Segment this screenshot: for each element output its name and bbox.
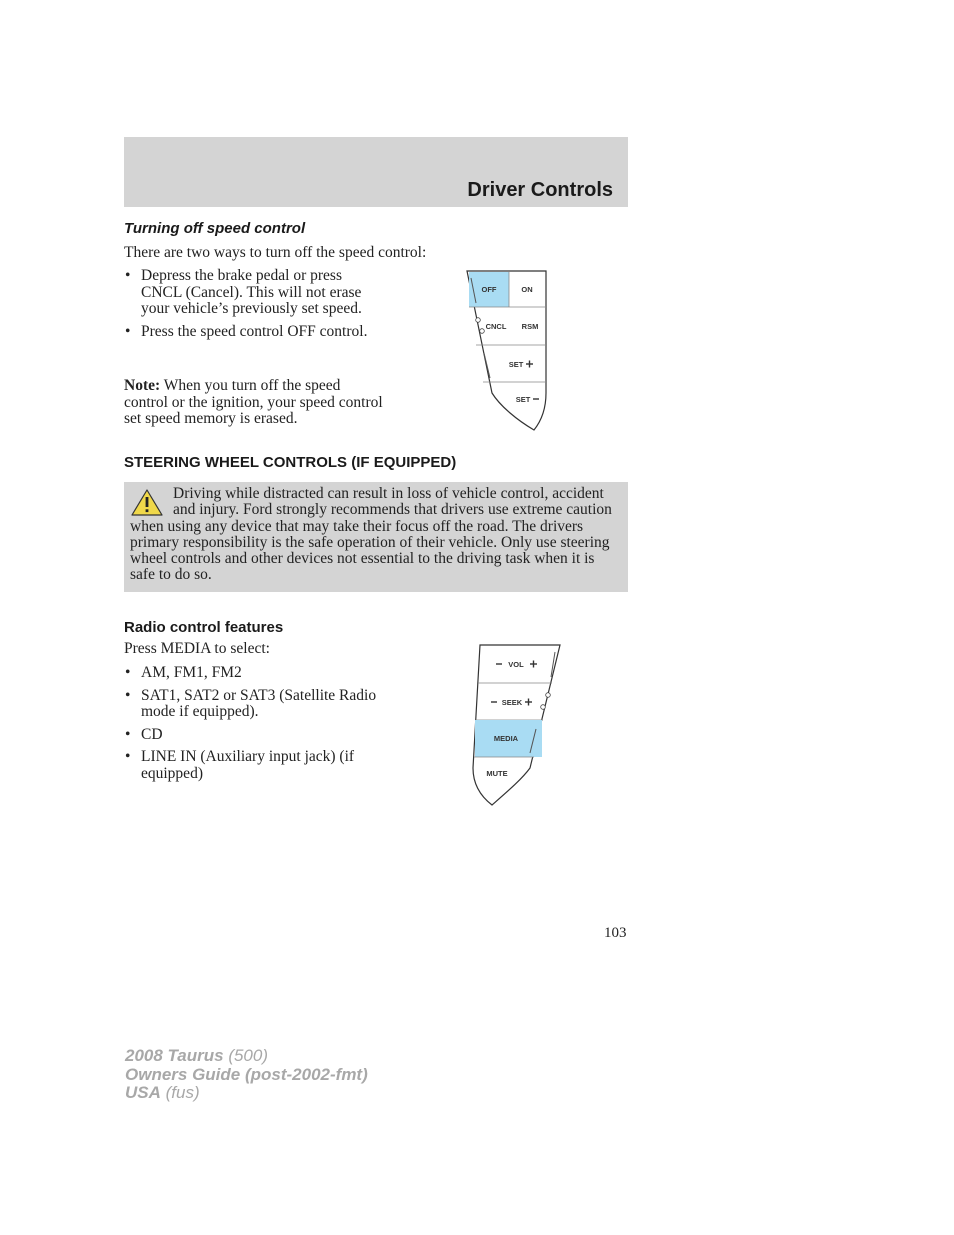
page-number: 103 bbox=[604, 925, 627, 941]
warning-text-block bbox=[130, 486, 616, 584]
bullet-text: Press the speed control OFF control. bbox=[141, 322, 368, 340]
mute-label: MUTE bbox=[486, 769, 508, 778]
footer-line-model bbox=[125, 1047, 368, 1066]
indicator-dot bbox=[476, 318, 481, 323]
indicator-dot bbox=[480, 329, 485, 334]
speed-control-note bbox=[124, 378, 386, 428]
footer-guide: Owners Guide (post-2002-fmt) bbox=[125, 1064, 368, 1084]
list-item: • Depress the brake pedal or press CNCL (Cancel). This will not erase your vehicle’s previously set speed. bbox=[125, 267, 362, 317]
footer-model-code: (500) bbox=[223, 1046, 269, 1065]
list-item: • Press the speed control OFF control. bbox=[125, 322, 368, 340]
cncl-label: CNCL bbox=[485, 322, 507, 331]
footer-model: 2008 Taurus bbox=[125, 1046, 224, 1065]
bullet-text: SAT1, SAT2 or SAT3 (Satellite Radio mode if equipped). bbox=[141, 686, 377, 720]
indicator-dot bbox=[541, 705, 546, 710]
speed-control-heading: Turning off speed control bbox=[124, 220, 306, 237]
media-label: MEDIA bbox=[493, 734, 519, 743]
section-title: Driver Controls bbox=[467, 179, 613, 201]
list-item: • CD bbox=[125, 725, 163, 743]
indicator-dot bbox=[546, 693, 551, 698]
bullet-text: LINE IN (Auxiliary input jack) (if equipped) bbox=[141, 748, 355, 782]
steering-controls-heading: STEERING WHEEL CONTROLS (IF EQUIPPED) bbox=[124, 454, 457, 471]
warning-text: Driving while distracted can result in loss of vehicle control, accident and injury. Ford strongly recommends that drivers use extreme caution when using any device that may take their focus off the road. The drivers primary responsibility is the safe operation of their vehicle. Only use steering wheel controls and other devices not essential to the driving task when it is safe to do so. bbox=[130, 485, 612, 584]
footer-market: USA bbox=[125, 1083, 161, 1102]
list-item: • LINE IN (Auxiliary input jack) (if equipped) bbox=[125, 748, 355, 782]
seek-label: SEEK bbox=[501, 698, 523, 707]
warning-box bbox=[124, 482, 628, 592]
on-label: ON bbox=[521, 285, 533, 294]
rsm-label: RSM bbox=[521, 322, 539, 331]
speed-control-bullet-list bbox=[124, 268, 386, 346]
footer-market-code: (fus) bbox=[160, 1083, 200, 1102]
list-item: • AM, FM1, FM2 bbox=[125, 664, 242, 681]
bullet-text: Depress the brake pedal or press CNCL (Cancel). This will not erase your vehicle’s previously set speed. bbox=[141, 267, 362, 317]
bullet-text: CD bbox=[141, 725, 163, 743]
bullet-text: AM, FM1, FM2 bbox=[141, 664, 242, 681]
radio-bullet-list bbox=[124, 665, 386, 788]
document-footer bbox=[125, 1047, 368, 1103]
footer-line-guide bbox=[125, 1066, 368, 1085]
set-plus-label: SET bbox=[508, 360, 524, 369]
speed-control-diagram bbox=[462, 268, 556, 434]
footer-line-market bbox=[125, 1084, 368, 1103]
list-item: • SAT1, SAT2 or SAT3 (Satellite Radio mode if equipped). bbox=[125, 686, 377, 720]
radio-intro: Press MEDIA to select: bbox=[124, 640, 270, 657]
radio-controls-heading: Radio control features bbox=[124, 619, 284, 636]
set-minus-label: SET bbox=[515, 395, 531, 404]
note-label: Note: bbox=[124, 377, 161, 394]
vol-label: VOL bbox=[508, 660, 524, 669]
speed-control-intro: There are two ways to turn off the speed control: bbox=[124, 244, 427, 261]
warning-icon-spacer bbox=[130, 486, 173, 516]
note-text: When you turn off the speed control or the ignition, your speed control set speed memory is erased. bbox=[124, 377, 383, 427]
off-label: OFF bbox=[481, 285, 497, 294]
radio-control-diagram bbox=[470, 643, 564, 809]
section-header-bar bbox=[124, 137, 628, 207]
